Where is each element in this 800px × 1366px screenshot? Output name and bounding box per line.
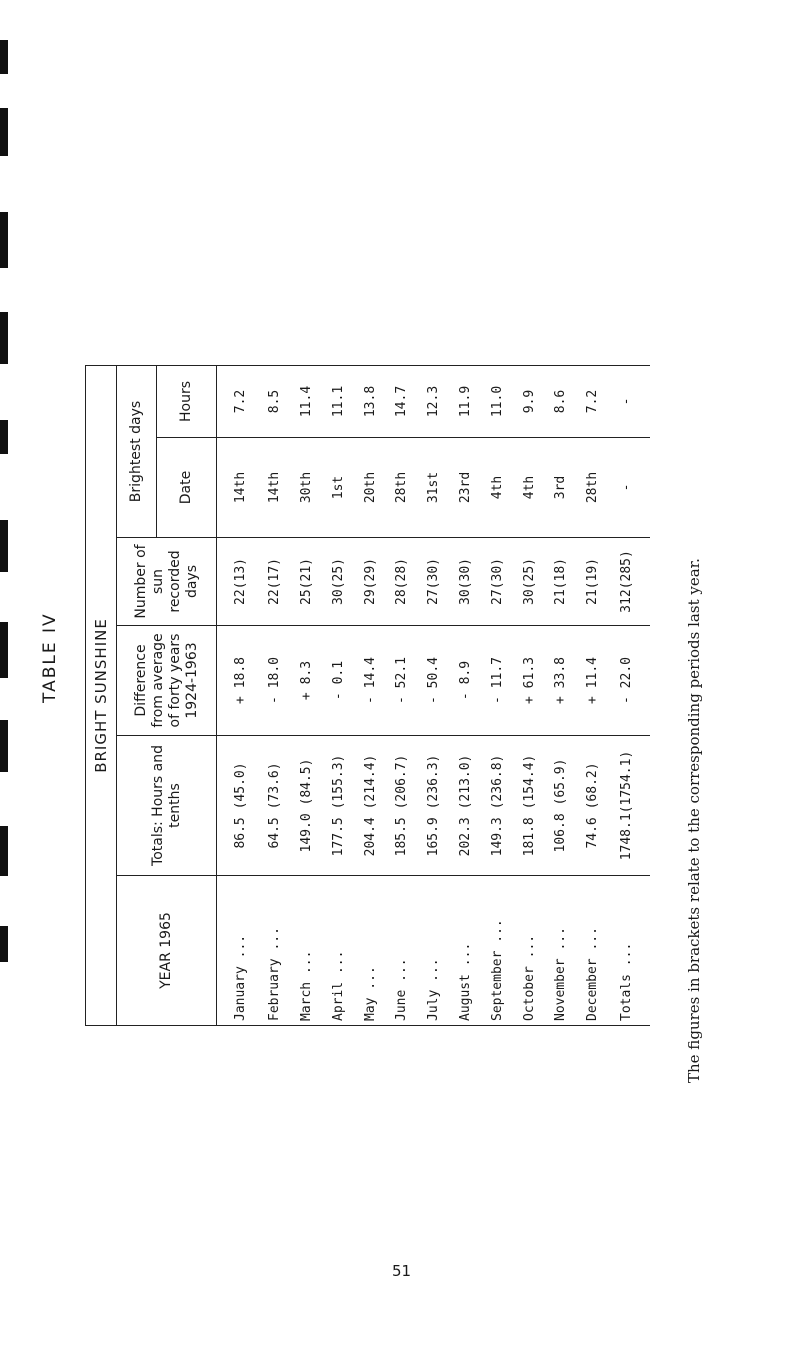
days-cell: 27(30) xyxy=(481,538,513,626)
totals-cell: 185.5 (206.7) xyxy=(386,736,418,876)
hours-cell: 11.4 xyxy=(290,365,322,437)
days-cell: 312(285) xyxy=(609,538,650,626)
month-cell: December ... xyxy=(577,876,609,1026)
date-cell: 4th xyxy=(513,438,545,538)
table-title: TABLE IV xyxy=(40,612,60,703)
binder-mark xyxy=(0,212,8,268)
days-cell: 28(28) xyxy=(386,538,418,626)
date-cell: 1st xyxy=(322,438,354,538)
table-caption: BRIGHT SUNSHINE xyxy=(86,365,117,1025)
totals-cell: 86.5 (45.0) xyxy=(217,736,259,876)
footnote: The figures in brackets relate to the corresponding periods last year. xyxy=(685,558,703,1083)
month-cell: June ... xyxy=(386,876,418,1026)
table-row xyxy=(290,365,322,1025)
difference-cell: + 61.3 xyxy=(513,626,545,736)
binder-mark xyxy=(0,420,8,454)
difference-cell: + 8.3 xyxy=(290,626,322,736)
difference-cell: + 33.8 xyxy=(545,626,577,736)
difference-cell: - 52.1 xyxy=(386,626,418,736)
difference-cell: - 50.4 xyxy=(418,626,450,736)
page-number: 51 xyxy=(392,1262,412,1280)
days-cell: 21(18) xyxy=(545,538,577,626)
hours-cell: 11.1 xyxy=(322,365,354,437)
difference-header: Difference from average of forty years 1924-1963 xyxy=(117,626,217,736)
table-row xyxy=(481,365,513,1025)
date-cell: 30th xyxy=(290,438,322,538)
table-row xyxy=(450,365,482,1025)
days-cell: 30(30) xyxy=(450,538,482,626)
days-cell: 21(19) xyxy=(577,538,609,626)
binder-mark xyxy=(0,312,8,364)
date-cell: 28th xyxy=(577,438,609,538)
date-cell: 20th xyxy=(354,438,386,538)
totals-cell: 1748.1(1754.1) xyxy=(609,736,650,876)
table-row xyxy=(513,365,545,1025)
month-cell: October ... xyxy=(513,876,545,1026)
totals-cell: 165.9 (236.3) xyxy=(418,736,450,876)
hours-cell: 7.2 xyxy=(217,365,259,437)
date-cell: 3rd xyxy=(545,438,577,538)
date-cell: 28th xyxy=(386,438,418,538)
sunshine-table-container xyxy=(85,366,650,1026)
difference-cell: - 0.1 xyxy=(322,626,354,736)
date-cell: 23rd xyxy=(450,438,482,538)
hours-cell: 9.9 xyxy=(513,365,545,437)
totals-cell: 64.5 (73.6) xyxy=(259,736,291,876)
month-cell: February ... xyxy=(259,876,291,1026)
totals-row xyxy=(609,365,650,1025)
totals-cell: 204.4 (214.4) xyxy=(354,736,386,876)
days-cell: 25(21) xyxy=(290,538,322,626)
binder-mark xyxy=(0,108,8,156)
hours-cell: 8.5 xyxy=(259,365,291,437)
hours-header: Hours xyxy=(157,365,217,437)
table-row xyxy=(259,365,291,1025)
date-header: Date xyxy=(157,438,217,538)
table-row xyxy=(322,365,354,1025)
date-cell: 4th xyxy=(481,438,513,538)
hours-cell: 14.7 xyxy=(386,365,418,437)
days-cell: 22(17) xyxy=(259,538,291,626)
binder-mark xyxy=(0,926,8,962)
table-row xyxy=(577,365,609,1025)
month-cell: November ... xyxy=(545,876,577,1026)
totals-cell: 202.3 (213.0) xyxy=(450,736,482,876)
totals-cell: 149.3 (236.8) xyxy=(481,736,513,876)
binder-mark xyxy=(0,40,8,74)
binder-mark xyxy=(0,520,8,572)
sunshine-table xyxy=(85,365,650,1026)
month-cell: January ... xyxy=(217,876,259,1026)
difference-cell: + 11.4 xyxy=(577,626,609,736)
month-cell: August ... xyxy=(450,876,482,1026)
hours-cell: 8.6 xyxy=(545,365,577,437)
table-row xyxy=(217,365,259,1025)
date-cell: 31st xyxy=(418,438,450,538)
difference-cell: - 22.0 xyxy=(609,626,650,736)
hours-cell: - xyxy=(609,365,650,437)
difference-cell: - 14.4 xyxy=(354,626,386,736)
month-cell: Totals ... xyxy=(609,876,650,1026)
hours-cell: 7.2 xyxy=(577,365,609,437)
month-cell: March ... xyxy=(290,876,322,1026)
hours-cell: 13.8 xyxy=(354,365,386,437)
days-cell: 27(30) xyxy=(418,538,450,626)
month-cell: July ... xyxy=(418,876,450,1026)
days-cell: 30(25) xyxy=(513,538,545,626)
binder-mark xyxy=(0,622,8,678)
totals-cell: 181.8 (154.4) xyxy=(513,736,545,876)
totals-cell: 149.0 (84.5) xyxy=(290,736,322,876)
hours-cell: 12.3 xyxy=(418,365,450,437)
binder-mark xyxy=(0,826,8,876)
hours-cell: 11.9 xyxy=(450,365,482,437)
totals-header: Totals: Hours and tenths xyxy=(117,736,217,876)
hours-cell: 11.0 xyxy=(481,365,513,437)
month-cell: September ... xyxy=(481,876,513,1026)
date-cell: 14th xyxy=(259,438,291,538)
table-row xyxy=(386,365,418,1025)
days-cell: 22(13) xyxy=(217,538,259,626)
table-row xyxy=(354,365,386,1025)
month-header: YEAR 1965 xyxy=(117,876,217,1026)
difference-cell: + 18.8 xyxy=(217,626,259,736)
table-row xyxy=(418,365,450,1025)
difference-cell: - 18.0 xyxy=(259,626,291,736)
days-cell: 30(25) xyxy=(322,538,354,626)
days-header: Number of sun recorded days xyxy=(117,538,217,626)
date-cell: - xyxy=(609,438,650,538)
table-row xyxy=(545,365,577,1025)
month-cell: May ... xyxy=(354,876,386,1026)
binder-mark xyxy=(0,720,8,772)
totals-cell: 177.5 (155.3) xyxy=(322,736,354,876)
totals-cell: 74.6 (68.2) xyxy=(577,736,609,876)
date-cell: 14th xyxy=(217,438,259,538)
difference-cell: - 11.7 xyxy=(481,626,513,736)
days-cell: 29(29) xyxy=(354,538,386,626)
difference-cell: - 8.9 xyxy=(450,626,482,736)
brightest-days-header: Brightest days xyxy=(117,365,157,537)
month-cell: April ... xyxy=(322,876,354,1026)
totals-cell: 106.8 (65.9) xyxy=(545,736,577,876)
